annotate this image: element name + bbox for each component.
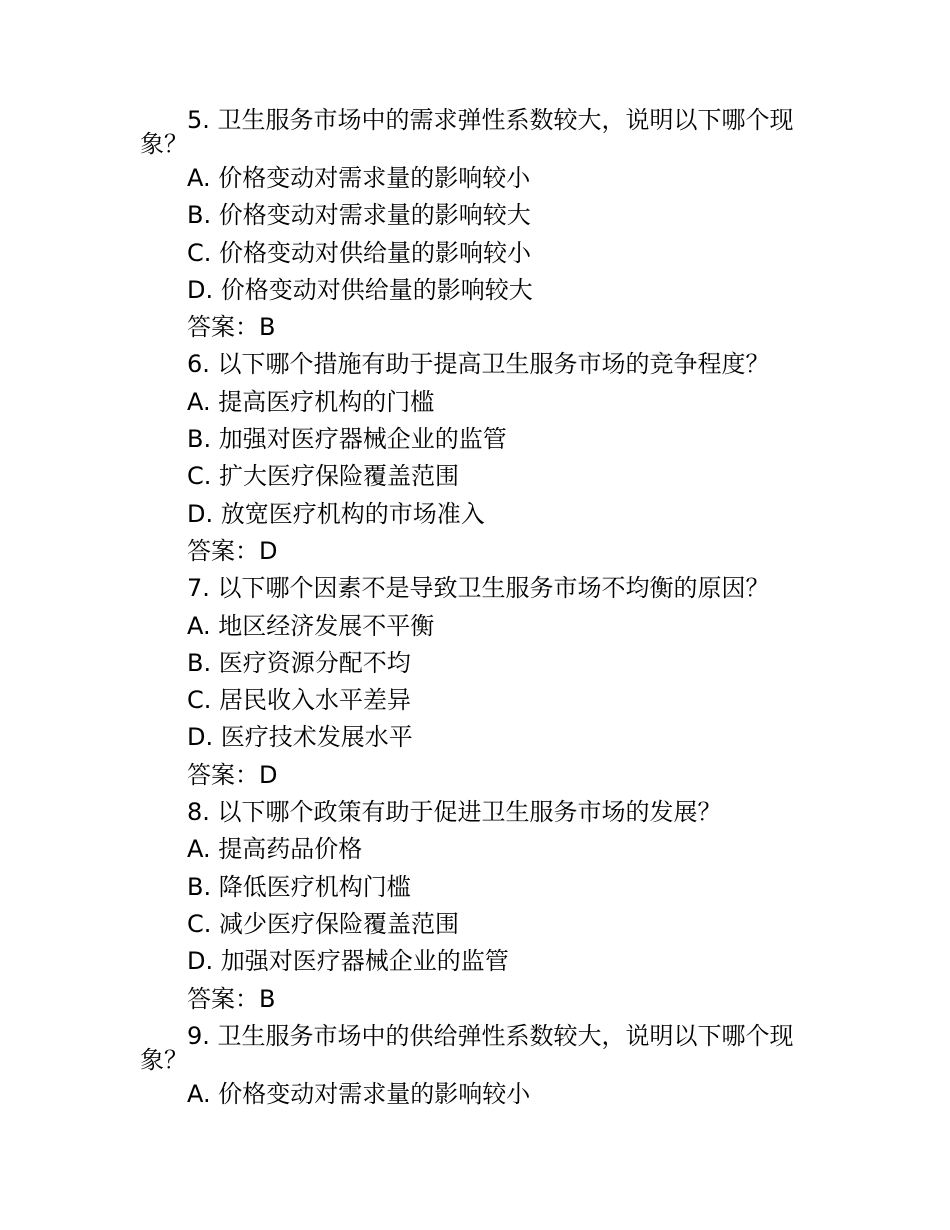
answer: 答案：D [187,536,278,565]
question-stem: 9. 卫生服务市场中的供给弹性系数较大，说明以下哪个现象？ [140,1021,794,1074]
question-block-8 [140,794,820,1018]
option-c: C. 居民收入水平差异 [187,686,412,715]
option-d: D. 放宽医疗机构的市场准入 [187,499,485,528]
question-block-6 [140,346,820,570]
question-stem: 7. 以下哪个因素不是导致卫生服务市场不均衡的原因？ [187,574,770,603]
option-b: B. 价格变动对需求量的影响较大 [187,201,531,230]
answer: 答案：B [187,313,276,342]
answer: 答案：D [187,760,278,789]
option-a: A. 提高药品价格 [187,835,363,864]
answer: 答案：B [187,984,276,1013]
option-b: B. 降低医疗机构门槛 [187,872,411,901]
option-a: A. 地区经济发展不平衡 [187,611,435,640]
question-stem: 6. 以下哪个措施有助于提高卫生服务市场的竞争程度？ [187,350,770,379]
option-c: C. 扩大医疗保险覆盖范围 [187,462,460,491]
question-stem: 5. 卫生服务市场中的需求弹性系数较大，说明以下哪个现象？ [140,106,794,158]
option-c: C. 价格变动对供给量的影响较小 [187,238,532,267]
question-block-7 [140,570,820,794]
option-d: D. 价格变动对供给量的影响较大 [187,275,533,304]
question-block-5 [140,100,820,346]
option-c: C. 减少医疗保险覆盖范围 [187,909,460,938]
option-b: B. 加强对医疗器械企业的监管 [187,425,507,454]
question-block-9 [140,1018,820,1113]
option-a: A. 价格变动对需求量的影响较小 [187,1079,531,1108]
option-a: A. 价格变动对需求量的影响较小 [187,164,531,192]
question-stem: 8. 以下哪个政策有助于促进卫生服务市场的发展？ [187,798,722,827]
option-a: A. 提高医疗机构的门槛 [187,387,435,416]
option-b: B. 医疗资源分配不均 [187,648,411,677]
option-d: D. 加强对医疗器械企业的监管 [187,947,509,976]
option-d: D. 医疗技术发展水平 [187,723,413,752]
document-content [140,100,820,1113]
